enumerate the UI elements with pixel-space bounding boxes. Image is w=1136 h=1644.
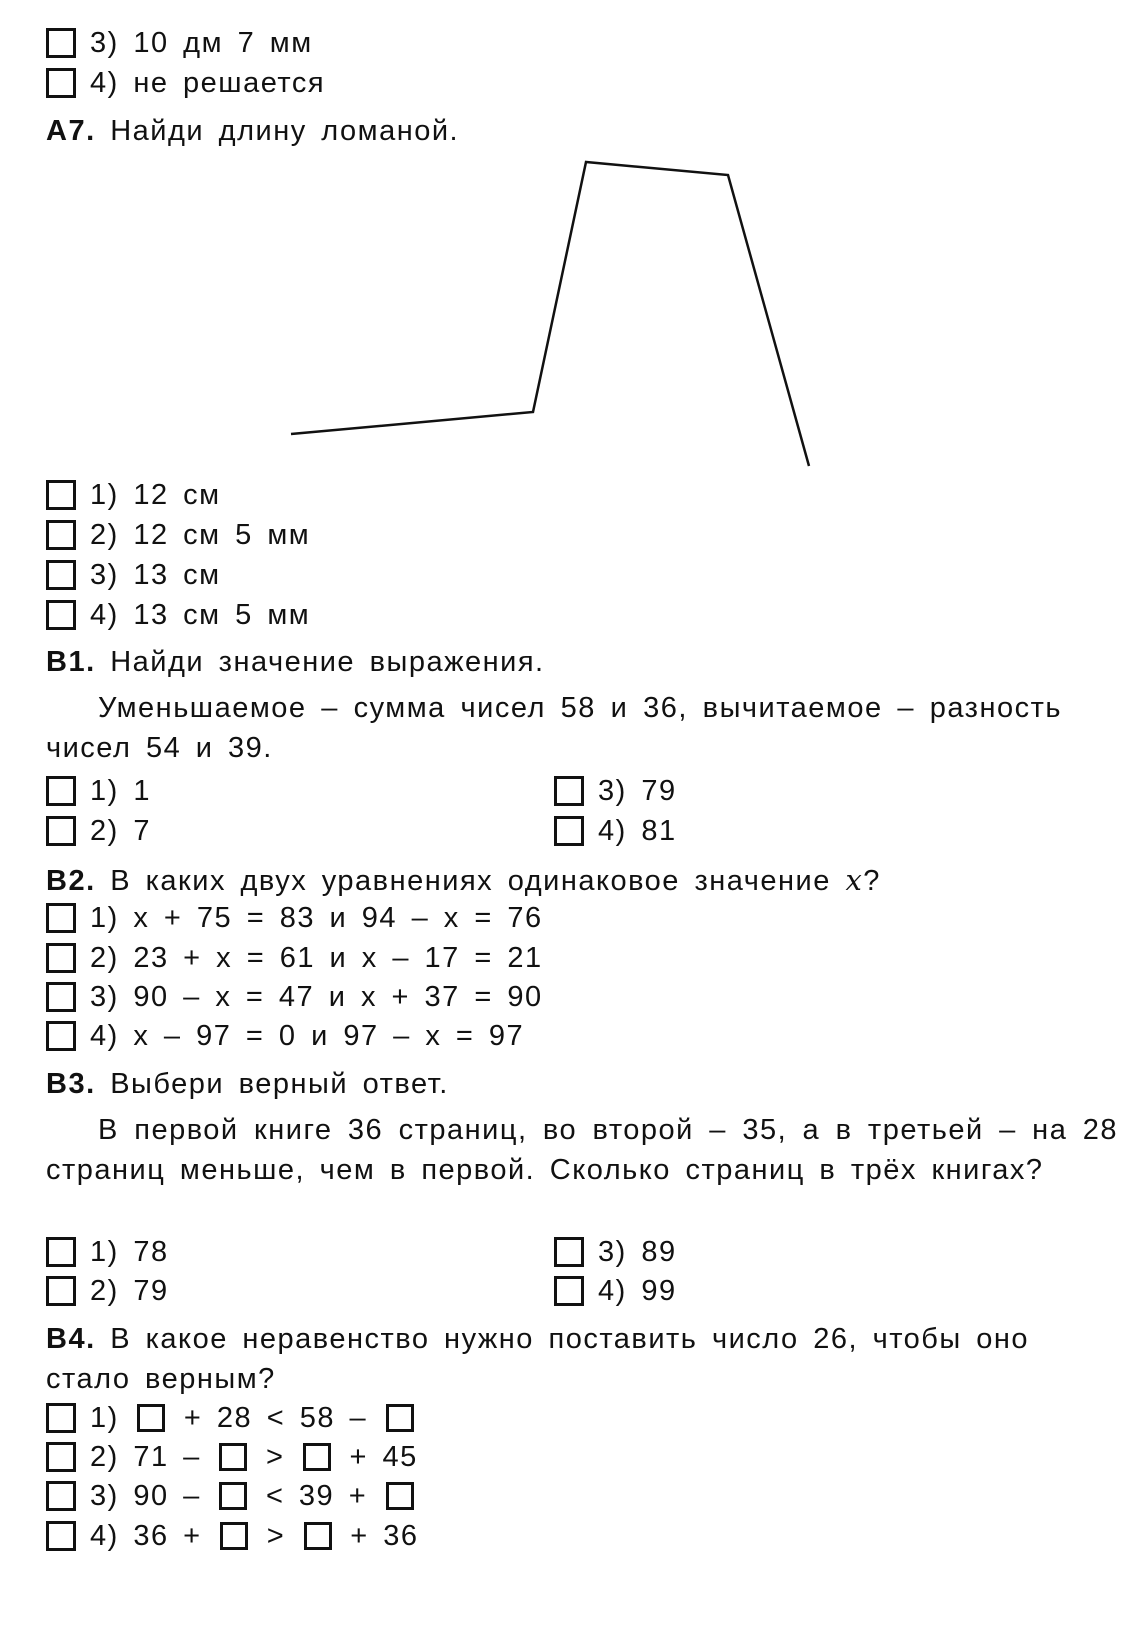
b3-option-2[interactable]: 2) 79 — [46, 1274, 169, 1308]
b4-option-3[interactable]: 3) 90 – < 39 + — [46, 1479, 418, 1513]
blank-box[interactable] — [386, 1482, 414, 1510]
a7-option-3[interactable]: 3) 13 см — [46, 558, 221, 592]
b4-option-2[interactable]: 2) 71 – > + 45 — [46, 1440, 418, 1474]
b1-option-3[interactable]: 3) 79 — [554, 774, 677, 808]
answer-checkbox[interactable] — [46, 943, 76, 973]
answer-checkbox[interactable] — [46, 903, 76, 933]
question-b1-title: В1. Найди значение выражения. — [46, 646, 545, 678]
answer-checkbox[interactable] — [46, 1276, 76, 1306]
b3-option-3[interactable]: 3) 89 — [554, 1235, 677, 1269]
answer-checkbox[interactable] — [46, 1521, 76, 1551]
blank-box[interactable] — [304, 1522, 332, 1550]
question-b4-title-line2: стало верным? — [46, 1363, 276, 1395]
b3-option-1[interactable]: 1) 78 — [46, 1235, 169, 1269]
blank-box[interactable] — [386, 1404, 414, 1432]
b4-option-1[interactable]: 1) + 28 < 58 – — [46, 1401, 418, 1435]
answer-checkbox[interactable] — [46, 816, 76, 846]
a6-option-4[interactable]: 4) не решается — [46, 66, 325, 100]
answer-checkbox[interactable] — [554, 1237, 584, 1267]
b1-option-4[interactable]: 4) 81 — [554, 814, 677, 848]
b2-option-2[interactable]: 2) 23 + x = 61 и x – 17 = 21 — [46, 941, 543, 975]
question-a7-title: А7. Найди длину ломаной. — [46, 115, 460, 147]
answer-checkbox[interactable] — [46, 520, 76, 550]
answer-checkbox[interactable] — [46, 1021, 76, 1051]
answer-checkbox[interactable] — [46, 1442, 76, 1472]
b3-option-4[interactable]: 4) 99 — [554, 1274, 677, 1308]
answer-checkbox[interactable] — [554, 816, 584, 846]
answer-checkbox[interactable] — [46, 1481, 76, 1511]
question-b4-title: В4. В какое неравенство нужно поставить число 26, чтобы оно — [46, 1323, 1030, 1355]
blank-box[interactable] — [303, 1443, 331, 1471]
answer-checkbox[interactable] — [46, 776, 76, 806]
question-b2-title: В2. В каких двух уравнениях одинаковое значение x? — [46, 863, 881, 897]
answer-checkbox[interactable] — [46, 1403, 76, 1433]
blank-box[interactable] — [137, 1404, 165, 1432]
blank-box[interactable] — [220, 1522, 248, 1550]
blank-box[interactable] — [219, 1482, 247, 1510]
question-b3-title: В3. Выбери верный ответ. — [46, 1068, 449, 1100]
answer-checkbox[interactable] — [46, 600, 76, 630]
answer-checkbox[interactable] — [554, 776, 584, 806]
a6-option-3[interactable]: 3) 10 дм 7 мм — [46, 26, 313, 60]
answer-checkbox[interactable] — [46, 560, 76, 590]
b1-option-2[interactable]: 2) 7 — [46, 814, 151, 848]
a7-option-4[interactable]: 4) 13 см 5 мм — [46, 598, 310, 632]
b2-option-3[interactable]: 3) 90 – x = 47 и x + 37 = 90 — [46, 980, 543, 1014]
b1-paragraph: Уменьшаемое – сумма чисел 58 и 36, вычитаемое – разность чисел 54 и 39. — [46, 692, 1062, 764]
answer-checkbox[interactable] — [46, 480, 76, 510]
answer-checkbox[interactable] — [554, 1276, 584, 1306]
blank-box[interactable] — [219, 1443, 247, 1471]
b2-option-1[interactable]: 1) x + 75 = 83 и 94 – x = 76 — [46, 901, 543, 935]
b4-option-4[interactable]: 4) 36 + > + 36 — [46, 1519, 419, 1553]
b3-paragraph: В первой книге 36 страниц, во второй – 35, а в третьей – на 28 страниц меньше, чем в первой. Сколько страниц в трёх книгах? — [46, 1114, 1118, 1186]
b1-option-1[interactable]: 1) 1 — [46, 774, 151, 808]
a7-option-1[interactable]: 1) 12 см — [46, 478, 221, 512]
answer-checkbox[interactable] — [46, 1237, 76, 1267]
answer-checkbox[interactable] — [46, 982, 76, 1012]
b2-option-4[interactable]: 4) x – 97 = 0 и 97 – x = 97 — [46, 1019, 524, 1053]
a7-option-2[interactable]: 2) 12 см 5 мм — [46, 518, 310, 552]
polyline-figure — [0, 0, 1136, 500]
